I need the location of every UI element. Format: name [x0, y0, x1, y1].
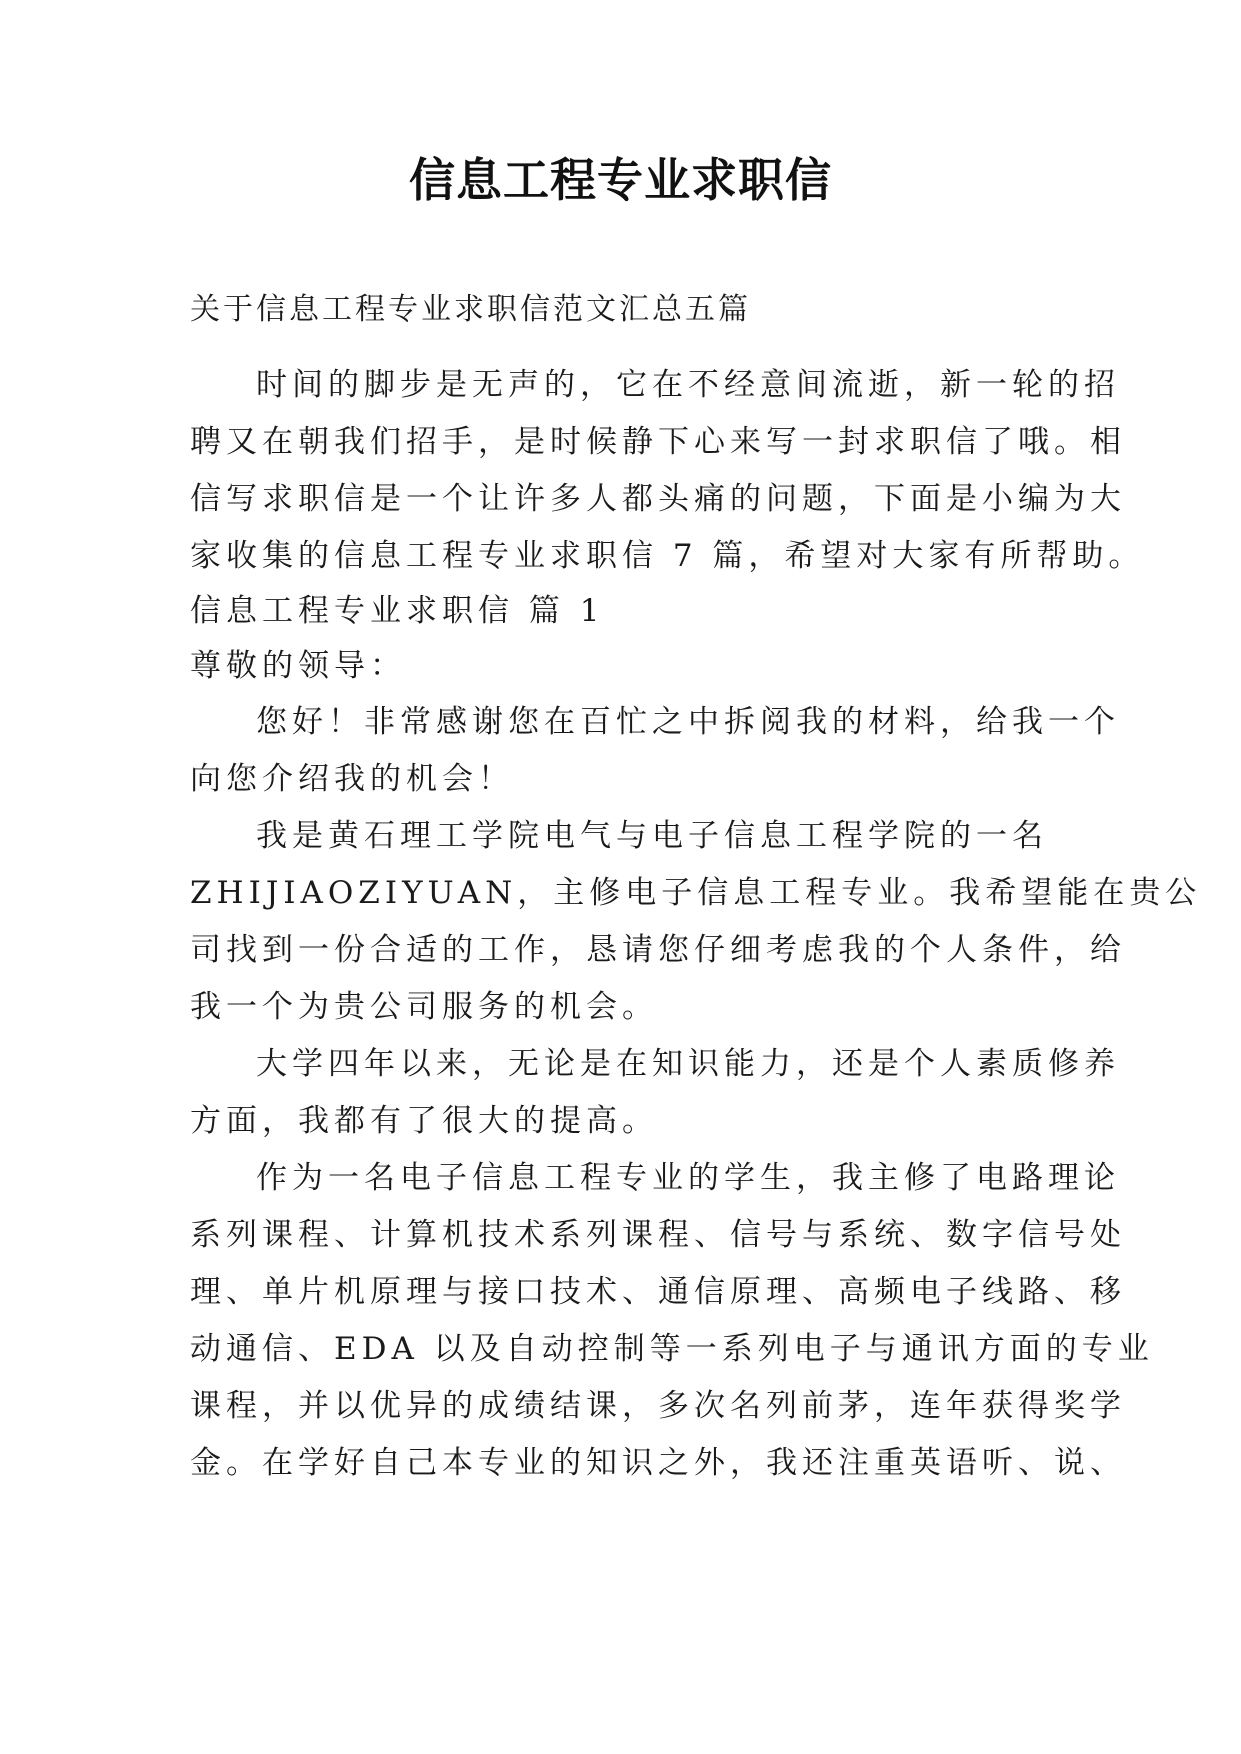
body-line: ZHIJIAOZIYUAN，主修电子信息工程专业。我希望能在贵公	[190, 875, 1202, 911]
body-line: 系列课程、计算机技术系列课程、信号与系统、数字信号处	[190, 1217, 1126, 1253]
body-line: 课程，并以优异的成绩结课，多次名列前茅，连年获得奖学	[190, 1388, 1126, 1424]
body-line: 方面，我都有了很大的提高。	[190, 1103, 658, 1139]
body-line: 家收集的信息工程专业求职信 7 篇，希望对大家有所帮助。	[190, 538, 1145, 574]
body-line: 我一个为贵公司服务的机会。	[190, 989, 658, 1025]
body-line: 您好！非常感谢您在百忙之中拆阅我的材料，给我一个	[256, 704, 1120, 740]
body-line: 时间的脚步是无声的，它在不经意间流逝，新一轮的招	[256, 367, 1120, 403]
body-line: 理、单片机原理与接口技术、通信原理、高频电子线路、移	[190, 1274, 1126, 1310]
section-heading: 信息工程专业求职信 篇 1	[190, 593, 605, 629]
body-line: 作为一名电子信息工程专业的学生，我主修了电路理论	[256, 1160, 1120, 1196]
body-line: 司找到一份合适的工作，恳请您仔细考虑我的个人条件，给	[190, 932, 1126, 968]
body-line: 信写求职信是一个让许多人都头痛的问题，下面是小编为大	[190, 481, 1126, 517]
body-line: 大学四年以来，无论是在知识能力，还是个人素质修养	[256, 1046, 1120, 1082]
body-line: 向您介绍我的机会！	[190, 761, 514, 797]
document-title: 信息工程专业求职信	[409, 153, 832, 207]
body-line: 我是黄石理工学院电气与电子信息工程学院的一名	[256, 818, 1048, 854]
body-line: 金。在学好自己本专业的知识之外，我还注重英语听、说、	[190, 1445, 1126, 1481]
salutation: 尊敬的领导：	[190, 648, 406, 684]
body-line: 聘又在朝我们招手，是时候静下心来写一封求职信了哦。相	[190, 424, 1126, 460]
document-subtitle: 关于信息工程专业求职信范文汇总五篇	[190, 292, 751, 327]
body-line: 动通信、EDA 以及自动控制等一系列电子与通讯方面的专业	[190, 1331, 1154, 1367]
